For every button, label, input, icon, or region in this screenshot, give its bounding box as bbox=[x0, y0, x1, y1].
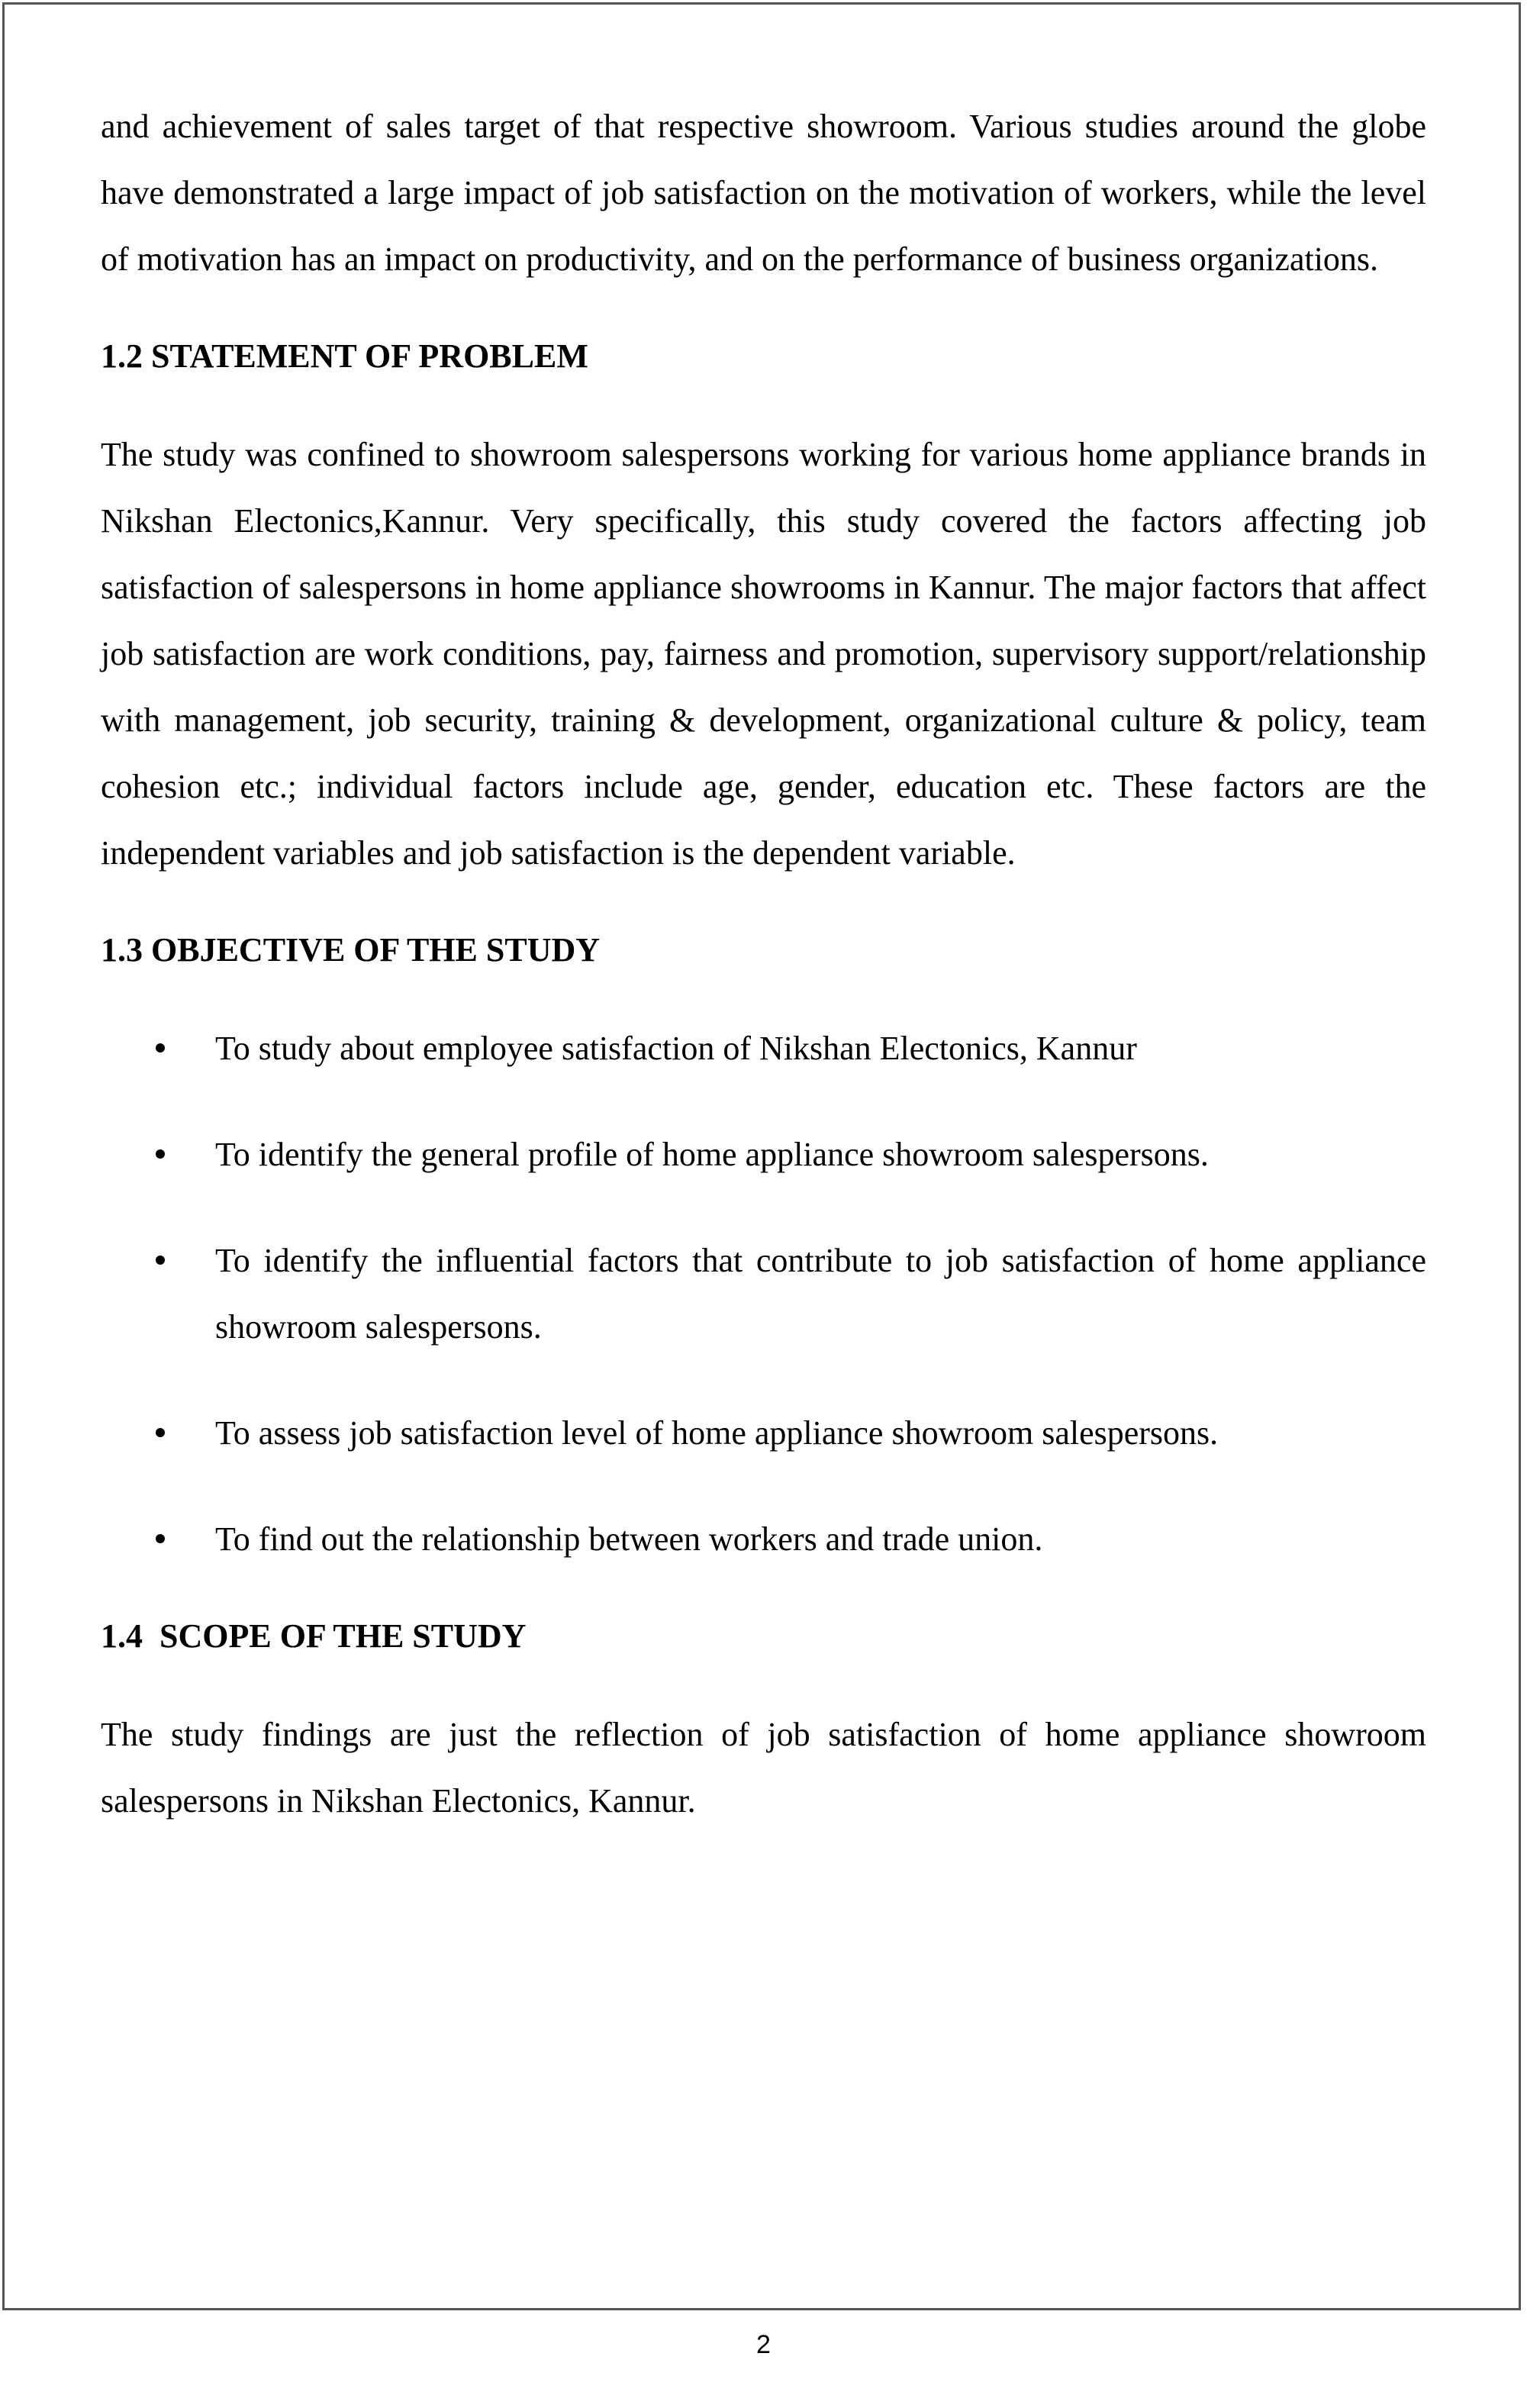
objective-item bbox=[101, 1227, 1426, 1360]
statement-heading: 1.2 STATEMENT OF PROBLEM bbox=[101, 337, 588, 375]
statement-paragraph: The study was confined to showroom salespersons working for various home appliance brands in Nikshan Electonics,Kannur. Very specifically, this study covered the factors affecting job satisfaction of salespersons in home appliance showrooms in Kannur. The major factors that affect job satisfaction are work conditions, pay, fairness and promotion, supervisory support/relationship with management, job security, training & development, organizational culture & policy, team cohesion etc.; individual factors include age, gender, education etc. These factors are the independent variables and job satisfaction is the dependent variable. bbox=[101, 436, 1426, 872]
objective-item-text: To study about employee satisfaction of Nikshan Electonics, Kannur bbox=[215, 1030, 1137, 1067]
objective-item-text: To identify the general profile of home appliance showroom salespersons. bbox=[215, 1136, 1209, 1173]
bullet-icon bbox=[156, 1149, 165, 1159]
objective-item-text: To find out the relationship between workers and trade union. bbox=[215, 1520, 1043, 1558]
intro-paragraph: and achievement of sales target of that respective showroom. Various studies around the globe have demonstrated a large impact of job satisfaction on the motivation of workers, while the level of motivation has an impact on productivity, and on the performance of business organizations. bbox=[101, 108, 1426, 278]
scope-heading: 1.4 SCOPE OF THE STUDY bbox=[101, 1617, 527, 1655]
objective-item bbox=[101, 1400, 1426, 1466]
objective-item bbox=[101, 1121, 1426, 1188]
bullet-icon bbox=[156, 1043, 165, 1052]
objective-list bbox=[101, 1015, 1426, 1572]
objective-item-text: To assess job satisfaction level of home appliance showroom salespersons. bbox=[215, 1414, 1219, 1452]
page-number: 2 bbox=[756, 2330, 771, 2359]
bullet-icon bbox=[156, 1256, 165, 1265]
objective-item bbox=[101, 1506, 1426, 1572]
document-body bbox=[101, 93, 1426, 1834]
bullet-icon bbox=[156, 1428, 165, 1437]
objective-item-text: To identify the influential factors that contribute to job satisfaction of home appliance showroom salespersons. bbox=[215, 1242, 1426, 1346]
scope-paragraph: The study findings are just the reflection of job satisfaction of home appliance showroom salespersons in Nikshan Electonics, Kannur. bbox=[101, 1716, 1426, 1820]
bullet-icon bbox=[156, 1534, 165, 1543]
objective-heading: 1.3 OBJECTIVE OF THE STUDY bbox=[101, 931, 601, 969]
objective-item bbox=[101, 1015, 1426, 1082]
